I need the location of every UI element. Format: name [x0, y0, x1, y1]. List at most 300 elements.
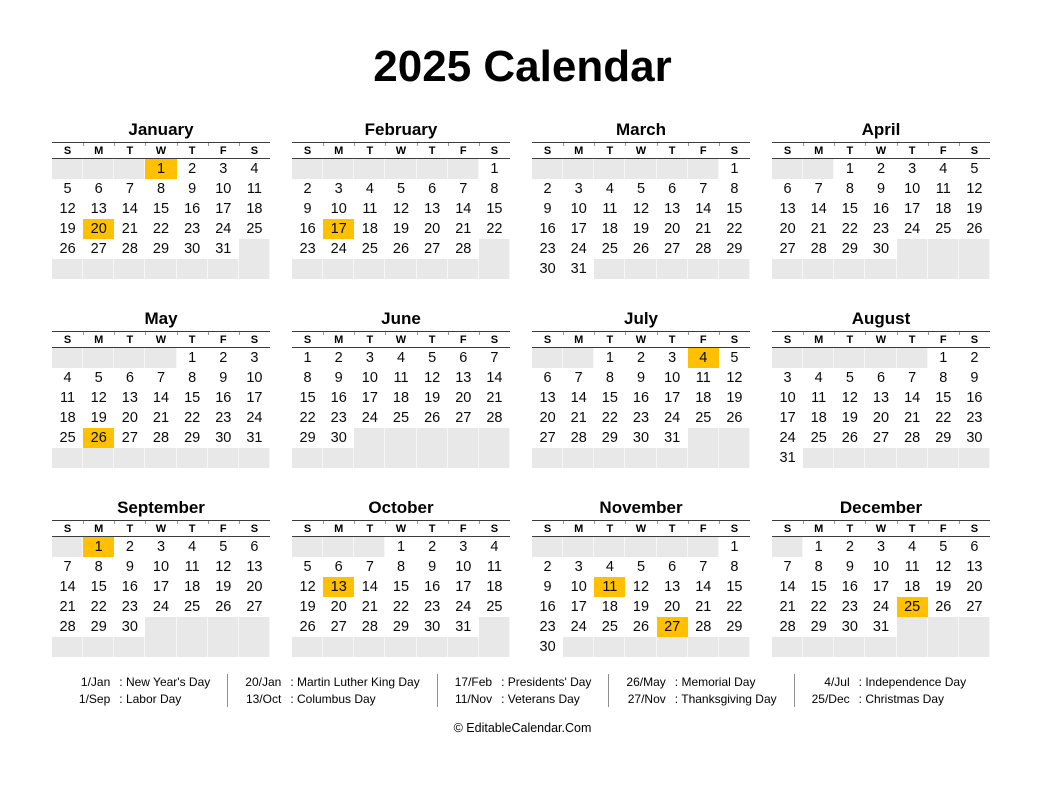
weekday-label: M	[563, 142, 594, 159]
day-cell: 7	[908, 370, 917, 387]
day-cell: 24	[872, 599, 890, 616]
day-cell: 4	[908, 539, 917, 556]
day-cell: 8	[303, 370, 312, 387]
day-cell: 13	[966, 559, 983, 576]
week-row	[772, 557, 990, 577]
day-cell: 10	[872, 559, 890, 576]
day-cell: 8	[156, 181, 166, 198]
month-days	[772, 159, 990, 279]
week-row	[292, 617, 510, 637]
week-row	[532, 259, 750, 279]
empty-cell	[292, 448, 323, 468]
weekday-header-row	[772, 520, 990, 537]
empty-cell	[208, 448, 239, 468]
weekday-label: T	[897, 331, 928, 348]
day-cell: 18	[904, 579, 921, 596]
weekday-label: S	[239, 331, 270, 348]
day-cell: 3	[365, 350, 374, 367]
day-cell: 11	[184, 559, 200, 576]
empty-cell	[719, 637, 750, 657]
day-cell: 20	[121, 410, 138, 427]
day-cell: 28	[152, 430, 170, 447]
day-cell: 19	[726, 390, 743, 407]
empty-cell	[385, 259, 416, 279]
empty-cell	[803, 448, 834, 468]
day-cell: 5	[939, 539, 948, 556]
empty-cell	[448, 637, 479, 657]
day-cell: 28	[455, 241, 472, 258]
day-cell: 23	[299, 241, 316, 258]
day-cell: 15	[392, 579, 410, 596]
day-cell: 12	[59, 201, 76, 218]
empty-cell	[772, 537, 803, 557]
day-cell: 21	[455, 221, 472, 238]
day-cell: 13	[779, 201, 796, 218]
day-cell: 11	[486, 559, 502, 576]
weekday-label: T	[177, 520, 208, 537]
empty-cell	[177, 617, 208, 637]
empty-cell	[834, 348, 865, 368]
day-cell: 13	[90, 201, 107, 218]
holiday-legend	[0, 674, 1045, 707]
weekday-header-row	[52, 142, 270, 159]
day-cell: 10	[570, 579, 587, 596]
day-cell: 26	[632, 241, 650, 258]
day-cell: 9	[219, 370, 228, 387]
day-cell: 3	[156, 539, 166, 556]
legend-date: 1/Jan	[80, 675, 111, 690]
day-cell: 22	[601, 410, 618, 427]
day-cell: 10	[246, 370, 263, 387]
week-row	[772, 637, 990, 657]
week-row	[52, 577, 270, 597]
day-cell: 8	[605, 370, 614, 387]
empty-cell	[897, 348, 928, 368]
day-cell: 24	[361, 410, 378, 427]
month-table	[52, 520, 270, 657]
day-cell: 8	[845, 181, 854, 198]
day-cell: 2	[188, 161, 197, 178]
day-cell: 3	[459, 539, 468, 556]
empty-cell	[532, 448, 563, 468]
day-cell: 23	[330, 410, 347, 427]
week-row	[532, 179, 750, 199]
month-days	[52, 348, 270, 468]
day-cell: 17	[570, 599, 587, 616]
day-cell: 25	[601, 619, 618, 636]
day-cell: 1	[490, 161, 499, 178]
day-cell: 18	[935, 201, 952, 218]
empty-cell	[688, 537, 719, 557]
day-cell: 5	[396, 181, 406, 198]
week-row	[52, 259, 270, 279]
holiday-cell: 17	[323, 219, 354, 239]
weekday-label: F	[688, 142, 719, 159]
empty-cell	[323, 448, 354, 468]
week-row	[52, 219, 270, 239]
day-cell: 30	[424, 619, 441, 636]
day-cell: 26	[215, 599, 232, 616]
week-row	[52, 448, 270, 468]
holiday-cell: 26	[83, 428, 114, 448]
weekday-label: T	[354, 142, 385, 159]
day-cell: 6	[94, 181, 103, 198]
weekday-label: T	[834, 331, 865, 348]
empty-cell	[959, 637, 990, 657]
day-cell: 4	[63, 370, 72, 387]
day-cell: 30	[539, 261, 556, 278]
day-cell: 25	[59, 430, 76, 447]
day-cell: 14	[361, 579, 378, 596]
empty-cell	[834, 637, 865, 657]
day-cell: 14	[121, 201, 138, 218]
empty-cell	[52, 637, 83, 657]
week-row	[532, 159, 750, 179]
empty-cell	[145, 637, 176, 657]
legend-group	[437, 674, 609, 707]
weekday-label: S	[239, 142, 270, 159]
day-cell: 28	[779, 619, 796, 636]
empty-cell	[354, 537, 385, 557]
day-cell: 19	[424, 390, 441, 407]
day-cell: 23	[841, 599, 858, 616]
weekday-label: F	[208, 142, 239, 159]
empty-cell	[385, 159, 416, 179]
empty-cell	[292, 537, 323, 557]
legend-date: 25/Dec	[811, 692, 850, 707]
week-row	[772, 259, 990, 279]
day-cell: 24	[455, 599, 472, 616]
day-cell: 16	[632, 390, 650, 407]
day-cell: 26	[59, 241, 76, 258]
day-cell: 27	[779, 241, 796, 258]
day-cell: 9	[125, 559, 134, 576]
empty-cell	[532, 537, 563, 557]
empty-cell	[385, 428, 416, 448]
month-days	[52, 537, 270, 657]
day-cell: 10	[779, 390, 796, 407]
day-cell: 5	[636, 559, 646, 576]
weekday-label: M	[563, 520, 594, 537]
day-cell: 1	[188, 350, 197, 367]
day-cell: 19	[966, 201, 983, 218]
day-cell: 21	[361, 599, 378, 616]
month-days	[772, 537, 990, 657]
weekday-label: T	[594, 331, 625, 348]
day-cell: 9	[543, 201, 552, 218]
day-cell: 1	[303, 350, 312, 367]
day-cell: 23	[632, 410, 650, 427]
day-cell: 3	[219, 161, 228, 178]
week-row	[292, 159, 510, 179]
day-cell: 10	[152, 559, 170, 576]
month-days	[52, 159, 270, 279]
day-cell: 15	[184, 390, 201, 407]
empty-cell	[803, 348, 834, 368]
week-row	[772, 577, 990, 597]
empty-cell	[803, 259, 834, 279]
day-cell: 30	[841, 619, 858, 636]
day-cell: 28	[486, 410, 503, 427]
week-row	[532, 448, 750, 468]
empty-cell	[114, 348, 145, 368]
day-cell: 14	[695, 579, 712, 596]
day-cell: 10	[361, 370, 378, 387]
weekday-header-row	[532, 331, 750, 348]
month-block-january	[52, 119, 270, 279]
day-cell: 29	[152, 241, 170, 258]
day-cell: 23	[872, 221, 890, 238]
day-cell: 18	[392, 390, 410, 407]
day-cell: 4	[188, 539, 197, 556]
month-table	[532, 331, 750, 468]
empty-cell	[897, 637, 928, 657]
empty-cell	[479, 239, 510, 259]
empty-cell	[563, 159, 594, 179]
empty-cell	[417, 159, 448, 179]
day-cell: 12	[632, 201, 650, 218]
empty-cell	[803, 159, 834, 179]
legend-holiday-name: : Independence Day	[859, 674, 966, 690]
day-cell: 31	[570, 261, 587, 278]
day-cell: 22	[184, 410, 201, 427]
empty-cell	[83, 448, 114, 468]
weekday-label: M	[323, 520, 354, 537]
month-table	[532, 520, 750, 657]
day-cell: 7	[63, 559, 72, 576]
day-cell: 17	[152, 579, 170, 596]
weekday-label: F	[208, 331, 239, 348]
day-cell: 7	[490, 350, 499, 367]
weekday-label: F	[688, 520, 719, 537]
day-cell: 19	[90, 410, 107, 427]
day-cell: 20	[966, 579, 983, 596]
empty-cell	[625, 259, 656, 279]
day-cell: 24	[330, 241, 347, 258]
legend-group	[794, 674, 983, 707]
day-cell: 28	[695, 619, 712, 636]
weekday-label: W	[865, 520, 896, 537]
day-cell: 16	[299, 221, 316, 238]
weekday-label: S	[959, 331, 990, 348]
weekday-label: W	[385, 520, 416, 537]
day-cell: 9	[845, 559, 854, 576]
day-cell: 4	[396, 350, 406, 367]
week-row	[532, 408, 750, 428]
empty-cell	[145, 348, 176, 368]
day-cell: 12	[935, 559, 952, 576]
empty-cell	[239, 259, 270, 279]
week-row	[772, 179, 990, 199]
empty-cell	[688, 448, 719, 468]
day-cell: 12	[424, 370, 441, 387]
day-cell: 23	[424, 599, 441, 616]
weekday-label: M	[323, 142, 354, 159]
legend-holiday-name: : Veterans Day	[501, 691, 591, 707]
weekday-header-row	[292, 142, 510, 159]
day-cell: 8	[94, 559, 103, 576]
empty-cell	[657, 448, 688, 468]
day-cell: 19	[841, 410, 858, 427]
weekday-label: T	[834, 520, 865, 537]
empty-cell	[865, 259, 896, 279]
legend-holiday-name: : Christmas Day	[859, 691, 966, 707]
month-table	[532, 142, 750, 279]
weekday-label: M	[563, 331, 594, 348]
weekday-label: S	[772, 142, 803, 159]
empty-cell	[385, 637, 416, 657]
weekday-label: T	[354, 331, 385, 348]
weekday-header-row	[772, 331, 990, 348]
day-cell: 18	[486, 579, 503, 596]
empty-cell	[479, 448, 510, 468]
day-cell: 27	[330, 619, 347, 636]
empty-cell	[114, 159, 145, 179]
day-cell: 13	[246, 559, 263, 576]
day-cell: 5	[94, 370, 103, 387]
empty-cell	[594, 448, 625, 468]
day-cell: 26	[392, 241, 410, 258]
day-cell: 7	[699, 559, 708, 576]
empty-cell	[448, 259, 479, 279]
legend-holiday-name: : Columbus Day	[290, 691, 419, 707]
day-cell: 7	[814, 181, 823, 198]
weekday-label: S	[479, 331, 510, 348]
week-row	[292, 597, 510, 617]
month-title: August	[851, 309, 911, 329]
empty-cell	[594, 159, 625, 179]
weekday-label: S	[719, 331, 750, 348]
empty-cell	[625, 537, 656, 557]
month-table	[292, 520, 510, 657]
weekday-label: T	[657, 520, 688, 537]
day-cell: 2	[876, 161, 886, 178]
day-cell: 21	[695, 221, 712, 238]
weekday-label: M	[83, 142, 114, 159]
month-title: December	[839, 498, 923, 518]
legend-date: 1/Sep	[78, 692, 111, 707]
weekday-label: W	[385, 142, 416, 159]
day-cell: 30	[539, 639, 556, 656]
day-cell: 21	[59, 599, 76, 616]
empty-cell	[177, 259, 208, 279]
day-cell: 19	[632, 221, 650, 238]
empty-cell	[239, 617, 270, 637]
holiday-cell: 1	[83, 537, 114, 557]
week-row	[532, 637, 750, 657]
day-cell: 21	[121, 221, 138, 238]
day-cell: 5	[303, 559, 312, 576]
day-cell: 8	[814, 559, 823, 576]
day-cell: 22	[486, 221, 503, 238]
empty-cell	[52, 259, 83, 279]
day-cell: 17	[215, 201, 232, 218]
week-row	[772, 368, 990, 388]
weekday-label: S	[292, 331, 323, 348]
day-cell: 14	[455, 201, 472, 218]
day-cell: 7	[365, 559, 374, 576]
weekday-label: W	[145, 331, 176, 348]
week-row	[52, 179, 270, 199]
empty-cell	[417, 637, 448, 657]
week-row	[52, 637, 270, 657]
day-cell: 29	[392, 619, 410, 636]
month-title: March	[615, 120, 667, 140]
empty-cell	[52, 537, 83, 557]
day-cell: 20	[539, 410, 556, 427]
day-cell: 27	[872, 430, 890, 447]
day-cell: 25	[695, 410, 712, 427]
week-row	[532, 348, 750, 368]
day-cell: 27	[246, 599, 263, 616]
day-cell: 7	[574, 370, 583, 387]
day-cell: 15	[841, 201, 858, 218]
day-cell: 9	[188, 181, 197, 198]
day-cell: 25	[486, 599, 503, 616]
day-cell: 8	[730, 181, 739, 198]
day-cell: 2	[303, 181, 312, 198]
empty-cell	[52, 348, 83, 368]
month-title: June	[381, 309, 421, 329]
day-cell: 5	[63, 181, 72, 198]
weekday-label: T	[177, 331, 208, 348]
day-cell: 25	[601, 241, 618, 258]
weekday-label: T	[114, 142, 145, 159]
month-block-october	[292, 497, 510, 657]
empty-cell	[657, 259, 688, 279]
week-row	[292, 179, 510, 199]
empty-cell	[354, 428, 385, 448]
day-cell: 22	[299, 410, 316, 427]
day-cell: 24	[570, 619, 587, 636]
week-row	[532, 577, 750, 597]
day-cell: 28	[121, 241, 138, 258]
week-row	[532, 239, 750, 259]
weekday-label: M	[323, 331, 354, 348]
week-row	[292, 408, 510, 428]
week-row	[292, 259, 510, 279]
weekday-label: W	[865, 142, 896, 159]
week-row	[532, 597, 750, 617]
day-cell: 8	[730, 559, 739, 576]
day-cell: 24	[779, 430, 796, 447]
page-title: 2025 Calendar	[373, 42, 672, 91]
month-title: January	[128, 120, 194, 140]
empty-cell	[323, 537, 354, 557]
legend-group	[62, 674, 227, 707]
day-cell: 25	[810, 430, 827, 447]
day-cell: 23	[539, 241, 556, 258]
empty-cell	[83, 159, 114, 179]
day-cell: 13	[424, 201, 441, 218]
day-cell: 13	[872, 390, 890, 407]
day-cell: 11	[393, 370, 409, 387]
holiday-cell: 25	[897, 597, 928, 617]
empty-cell	[83, 637, 114, 657]
day-cell: 1	[845, 161, 854, 178]
empty-cell	[897, 448, 928, 468]
weekday-label: T	[897, 520, 928, 537]
day-cell: 7	[699, 181, 708, 198]
month-days	[532, 537, 750, 657]
empty-cell	[239, 239, 270, 259]
month-block-july	[532, 308, 750, 468]
day-cell: 28	[361, 619, 378, 636]
weekday-label: W	[625, 520, 656, 537]
weekday-header-row	[292, 520, 510, 537]
month-table	[772, 331, 990, 468]
day-cell: 17	[872, 579, 890, 596]
